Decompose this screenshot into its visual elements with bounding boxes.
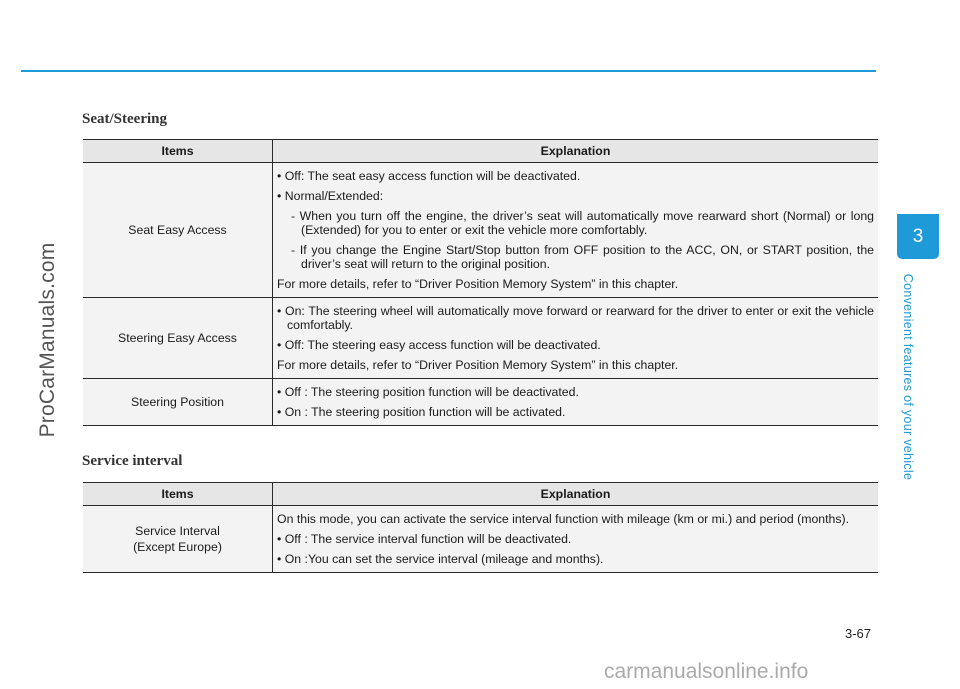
item-line: (Except Europe) bbox=[133, 540, 222, 554]
chapter-title: Convenient features of your vehicle bbox=[901, 273, 915, 481]
page-number: 3-67 bbox=[845, 626, 872, 641]
watermark-procarmanuals: ProCarManuals.com bbox=[36, 242, 59, 438]
section-title-seat-steering: Seat/Steering bbox=[82, 111, 167, 127]
section-title-service-interval: Service interval bbox=[82, 453, 183, 469]
item-cell bbox=[83, 506, 273, 573]
explanation-line: • Off : The steering position function will be deactivated. bbox=[277, 385, 579, 399]
item-line: Service Interval bbox=[135, 524, 220, 538]
watermark-carmanualsonline: carmanualsonline.info bbox=[604, 660, 809, 683]
chapter-number-tab: 3 bbox=[897, 214, 939, 259]
table-row-service-interval bbox=[83, 506, 878, 573]
table-row-steering-position bbox=[83, 379, 878, 426]
header-explanation: Explanation bbox=[273, 140, 879, 163]
header-rule bbox=[21, 70, 876, 72]
explanation-line: • Off: The steering easy access function will be deactivated. bbox=[277, 338, 601, 352]
item-cell: Seat Easy Access bbox=[83, 163, 273, 298]
explanation-cell bbox=[273, 506, 879, 573]
header-items: Items bbox=[83, 483, 273, 506]
explanation-line: On this mode, you can activate the service interval function with mileage (km or mi.) and period (months). bbox=[277, 512, 850, 526]
explanation-line: For more details, refer to “Driver Position Memory System” in this chapter. bbox=[277, 277, 679, 291]
item-cell: Steering Position bbox=[83, 379, 273, 426]
table-row-steering-easy-access bbox=[83, 298, 878, 379]
explanation-cell bbox=[273, 298, 879, 379]
explanation-line: • On: The steering wheel will automatically move forward or rearward for the driver to enter or exit the vehicle comfortably. bbox=[277, 304, 874, 332]
explanation-subline: - If you change the Engine Start/Stop button from OFF position to the ACC, ON, or START position, the driver’s seat will return to the original position. bbox=[291, 243, 874, 271]
table-header-row bbox=[83, 483, 878, 506]
item-cell: Steering Easy Access bbox=[83, 298, 273, 379]
seat-steering-table bbox=[83, 139, 878, 426]
table-header-row bbox=[83, 140, 878, 163]
header-explanation: Explanation bbox=[273, 483, 879, 506]
table-row-seat-easy-access bbox=[83, 163, 878, 298]
explanation-line: • Off: The seat easy access function will be deactivated. bbox=[277, 169, 581, 183]
explanation-line: For more details, refer to “Driver Position Memory System” in this chapter. bbox=[277, 358, 679, 372]
explanation-cell bbox=[273, 163, 879, 298]
explanation-line: • Normal/Extended: bbox=[277, 189, 384, 203]
header-items: Items bbox=[83, 140, 273, 163]
service-interval-table bbox=[83, 482, 878, 573]
explanation-subline: - When you turn off the engine, the driver’s seat will automatically move rearward short (Normal) or long (Extended) for you to enter or exit the vehicle more comfortably. bbox=[291, 209, 874, 237]
explanation-cell bbox=[273, 379, 879, 426]
explanation-line: • Off : The service interval function will be deactivated. bbox=[277, 532, 572, 546]
explanation-line: • On :You can set the service interval (mileage and months). bbox=[277, 552, 604, 566]
explanation-line: • On : The steering position function will be activated. bbox=[277, 405, 566, 419]
